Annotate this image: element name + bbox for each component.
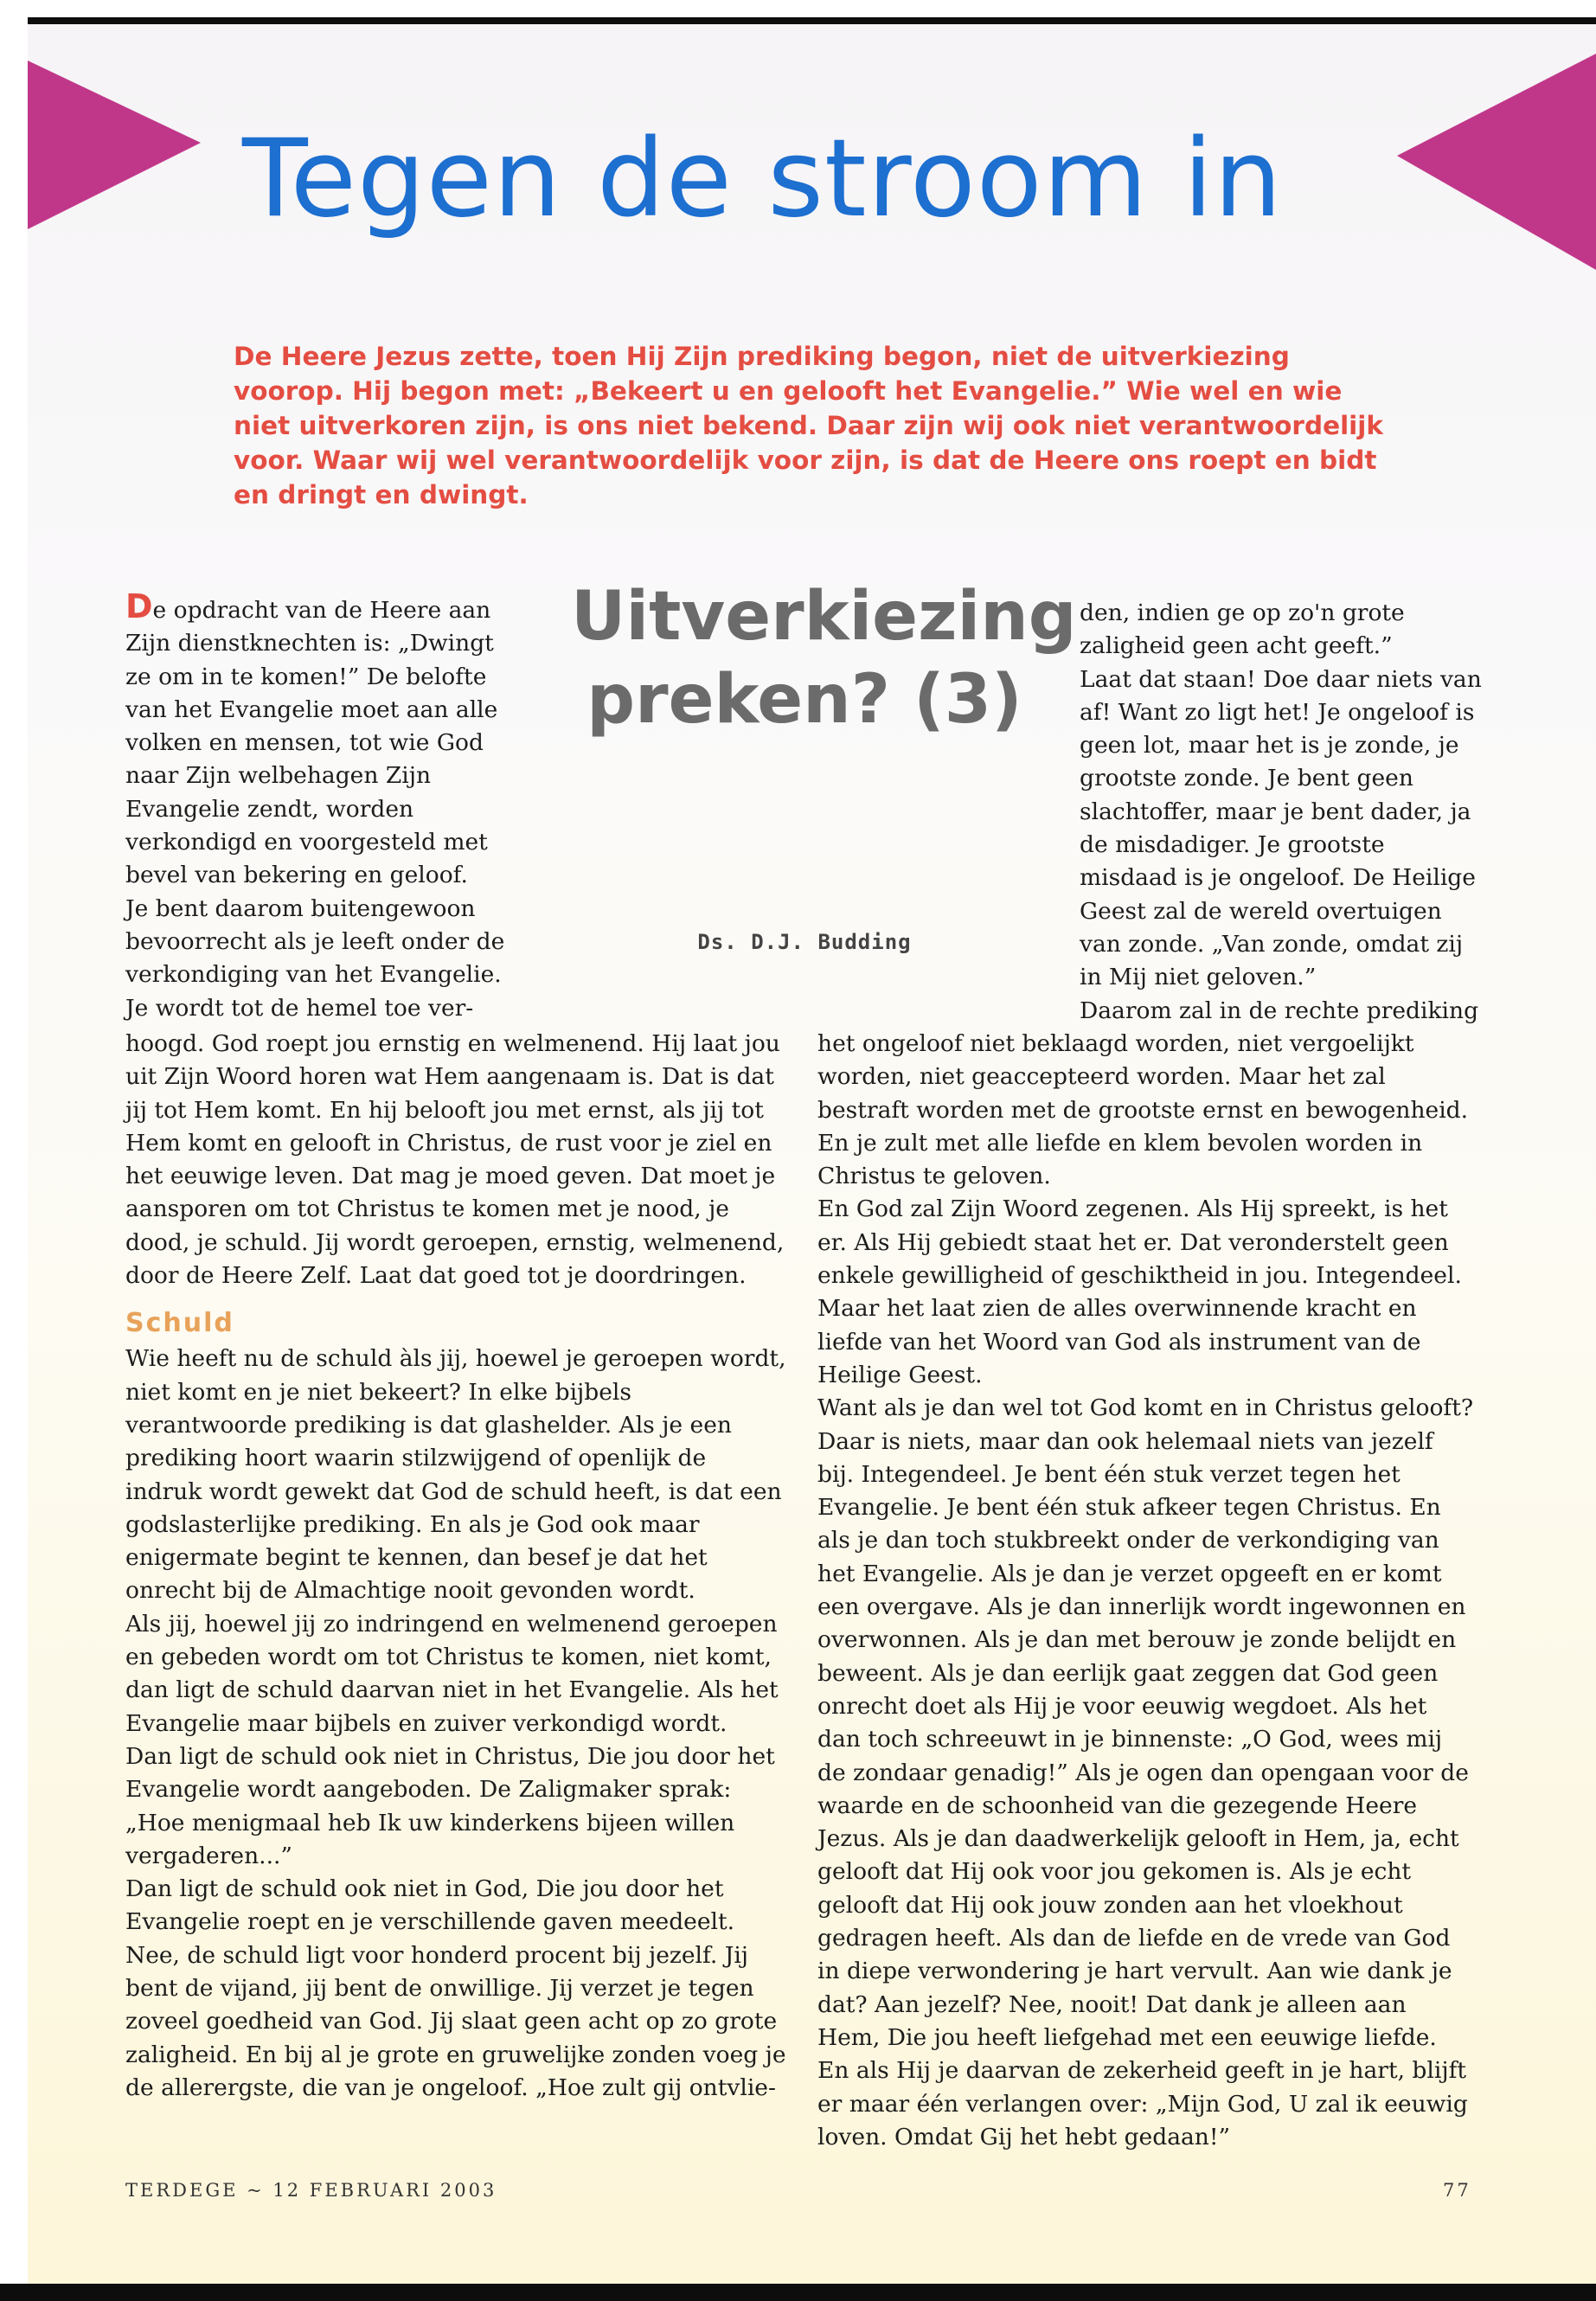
footer-publication: TERDEGE ~ 12 FEBRUARI 2003 xyxy=(125,2180,497,2201)
lead-paragraph: De Heere Jezus zette, toen Hij Zijn prediking begon, niet de uitverkiezing voorop. Hij begon met: „Bekeert u en gelooft het Evangelie.” Wie wel en wie niet uitverkoren zijn, is ons niet bekend. Daar zijn wij ook niet verantwoordelijk voor. Waar wij wel verantwoordelijk voor zijn, is dat de Heere ons roept en bidt en dringt en dwingt. xyxy=(234,342,1384,510)
left-narrow-column xyxy=(125,587,523,1025)
right-body-paragraph-2: En God zal Zijn Woord zegenen. Als Hij spreekt, is het er. Als Hij gebiedt staat het er. Dat veronderstelt geen enkele gewilligheid of geschiktheid in jou. Integendeel. Maar het laat zien de alles overwinnende kracht en liefde van het Woord van God als instrument van de Heilige Geest. xyxy=(817,1195,1462,1388)
right-main-column xyxy=(817,1028,1475,2154)
right-paragraph-1: den, indien ge op zo'n grote zaligheid geen acht geeft.” xyxy=(1080,599,1405,660)
right-paragraph-3: Daarom zal in de rechte prediking xyxy=(1080,997,1479,1024)
top-border xyxy=(28,17,1596,24)
left-paragraph-2: Je bent daarom buitengewoon bevoorrecht als je leeft onder de verkondiging van het Evangelie. Je wordt tot de hemel toe ver- xyxy=(125,894,505,1022)
left-body-paragraph-2: Wie heeft nu de schuld àls jij, hoewel je geroepen wordt, niet komt en je niet bekeert? In elke bijbels verantwoorde prediking is dat glashelder. Als je een prediking hoort waarin stilzwijgend of openlijk de indruk wordt gewekt dat God de schuld heeft, is dat een godslasterlijke prediking. En als je God ook maar enigermate begint te kennen, dan besef je dat het onrecht bij de Almachtige nooit gevonden wordt. xyxy=(125,1345,786,1605)
article-title-line-2: preken? (3) xyxy=(586,661,1022,739)
left-main-column xyxy=(125,1028,787,2105)
right-paragraph-2: Laat dat staan! Doe daar niets van af! Want zo ligt het! Je ongeloof is geen lot, maar het is je zonde, je grootste zonde. Je bent geen slachtoffer, maar je bent dader, ja de misdadiger. Je grootste misdaad is je ongeloof. De Heilige Geest zal de wereld overtuigen van zonde. „Van zonde, omdat zij in Mij niet geloven.” xyxy=(1080,665,1482,991)
drop-cap: D xyxy=(125,587,153,625)
article-title xyxy=(571,575,1077,741)
right-triangle-ornament xyxy=(1397,54,1596,287)
right-narrow-column xyxy=(1080,597,1486,1028)
left-body-paragraph-6: Nee, de schuld ligt voor honderd procent bij jezelf. Jij bent de vijand, jij bent de onwillige. Jij verzet je tegen zoveel goedheid van God. Jij slaat geen acht op zo grote zaligheid. En bij al je grote en gruwelijke zonden voeg je de allerergste, die van je ongeloof. „Hoe zult gij ontvlie- xyxy=(125,1941,786,2101)
right-body-paragraph-3: Want als je dan wel tot God komt en in Christus gelooft? Daar is niets, maar dan ook helemaal niets van jezelf bij. Integendeel. Je bent één stuk verzet tegen het Evangelie. Je bent één stuk afkeer tegen Christus. En als je dan toch stukbreekt onder de verkondiging van het Evangelie. Als je dan je verzet opgeeft en er komt een overgave. Als je dan innerlijk wordt ingewonnen en overwonnen. Als je dan met berouw je zonde belijdt en beweent. Als je dan eerlijk gaat zeggen dat God geen onrecht doet als Hij je voor eeuwig wegdoet. Als het dan toch schreeuwt in je binnenste: „O God, wees mij de zondaar genadig!” Als je ogen dan opengaan voor de waarde en de schoonheid van die gezegende Heere Jezus. Als je dan daadwerkelijk gelooft in Hem, ja, echt gelooft dat Hij ook voor jou gekomen is. Als je echt gelooft dat Hij ook jouw zonden aan het vloekhout gedragen heeft. Als dan de liefde en de vrede van God in diepe verwondering je hart vervult. Aan wie dank je dat? Aan jezelf? Nee, nooit! Dat dank je alleen aan Hem, Die jou heeft liefgehad met een eeuwige liefde. En als Hij je daarvan de zekerheid geeft in je hart, blijft er maar één verlangen over: „Mijn God, U zal ik eeuwig loven. Omdat Gij het hebt gedaan!” xyxy=(817,1394,1474,2150)
bottom-border xyxy=(0,2284,1596,2301)
left-body-paragraph-4: Dan ligt de schuld ook niet in Christus, Die jou door het Evangelie wordt aangeboden. De Zaligmaker sprak: „Hoe menigmaal heb Ik uw kinderkens bijeen willen vergaderen...” xyxy=(125,1742,775,1869)
article-title-line-1: Uitverkiezing xyxy=(571,578,1077,656)
opening-text: e opdracht van de Heere aan Zijn dienstknechten is: „Dwingt ze om in te komen!” De belofte van het Evangelie moet aan alle volken en mensen, tot wie God naar Zijn welbehagen Zijn Evangelie zendt, worden verkondigd en voorgesteld met bevel van bekering en geloof. xyxy=(125,597,498,889)
left-body-paragraph-5: Dan ligt de schuld ook niet in God, Die jou door het Evangelie roept en je verschillende gaven meedeelt. xyxy=(125,1875,735,1936)
opening-paragraph xyxy=(125,587,523,893)
page-title: Tegen de stroom in xyxy=(242,117,1283,241)
page-number: 77 xyxy=(1443,2180,1471,2201)
section-heading-schuld: Schuld xyxy=(125,1308,234,1339)
left-body-paragraph-1: hoogd. God roept jou ernstig en welmenend. Hij laat jou uit Zijn Woord horen wat Hem aangenaam is. Dat is dat jij tot Hem komt. En hij belooft jou met ernst, als jij tot Hem komt en gelooft in Christus, de rust voor je ziel en het eeuwige leven. Dat mag je moed geven. Dat moet je aansporen om tot Christus te komen met je nood, je dood, je schuld. Jij wordt geroepen, ernstig, welmenend, door de Heere Zelf. Laat dat goed tot je doordringen. xyxy=(125,1030,785,1290)
right-body-paragraph-1: het ongeloof niet beklaagd worden, niet vergoelijkt worden, niet geaccepteerd worden. Maar het zal bestraft worden met de grootste ernst en bewogenheid. En je zult met alle liefde en klem bevolen worden in Christus te geloven. xyxy=(817,1030,1469,1190)
author-byline: Ds. D.J. Budding xyxy=(697,930,912,954)
left-body-paragraph-3: Als jij, hoewel jij zo indringend en welmenend geroepen en gebeden wordt om tot Christus te komen, niet komt, dan ligt de schuld daarvan niet in het Evangelie. Als het Evangelie maar bijbels en zuiver verkondigd wordt. xyxy=(125,1610,779,1737)
left-triangle-ornament xyxy=(28,61,209,242)
